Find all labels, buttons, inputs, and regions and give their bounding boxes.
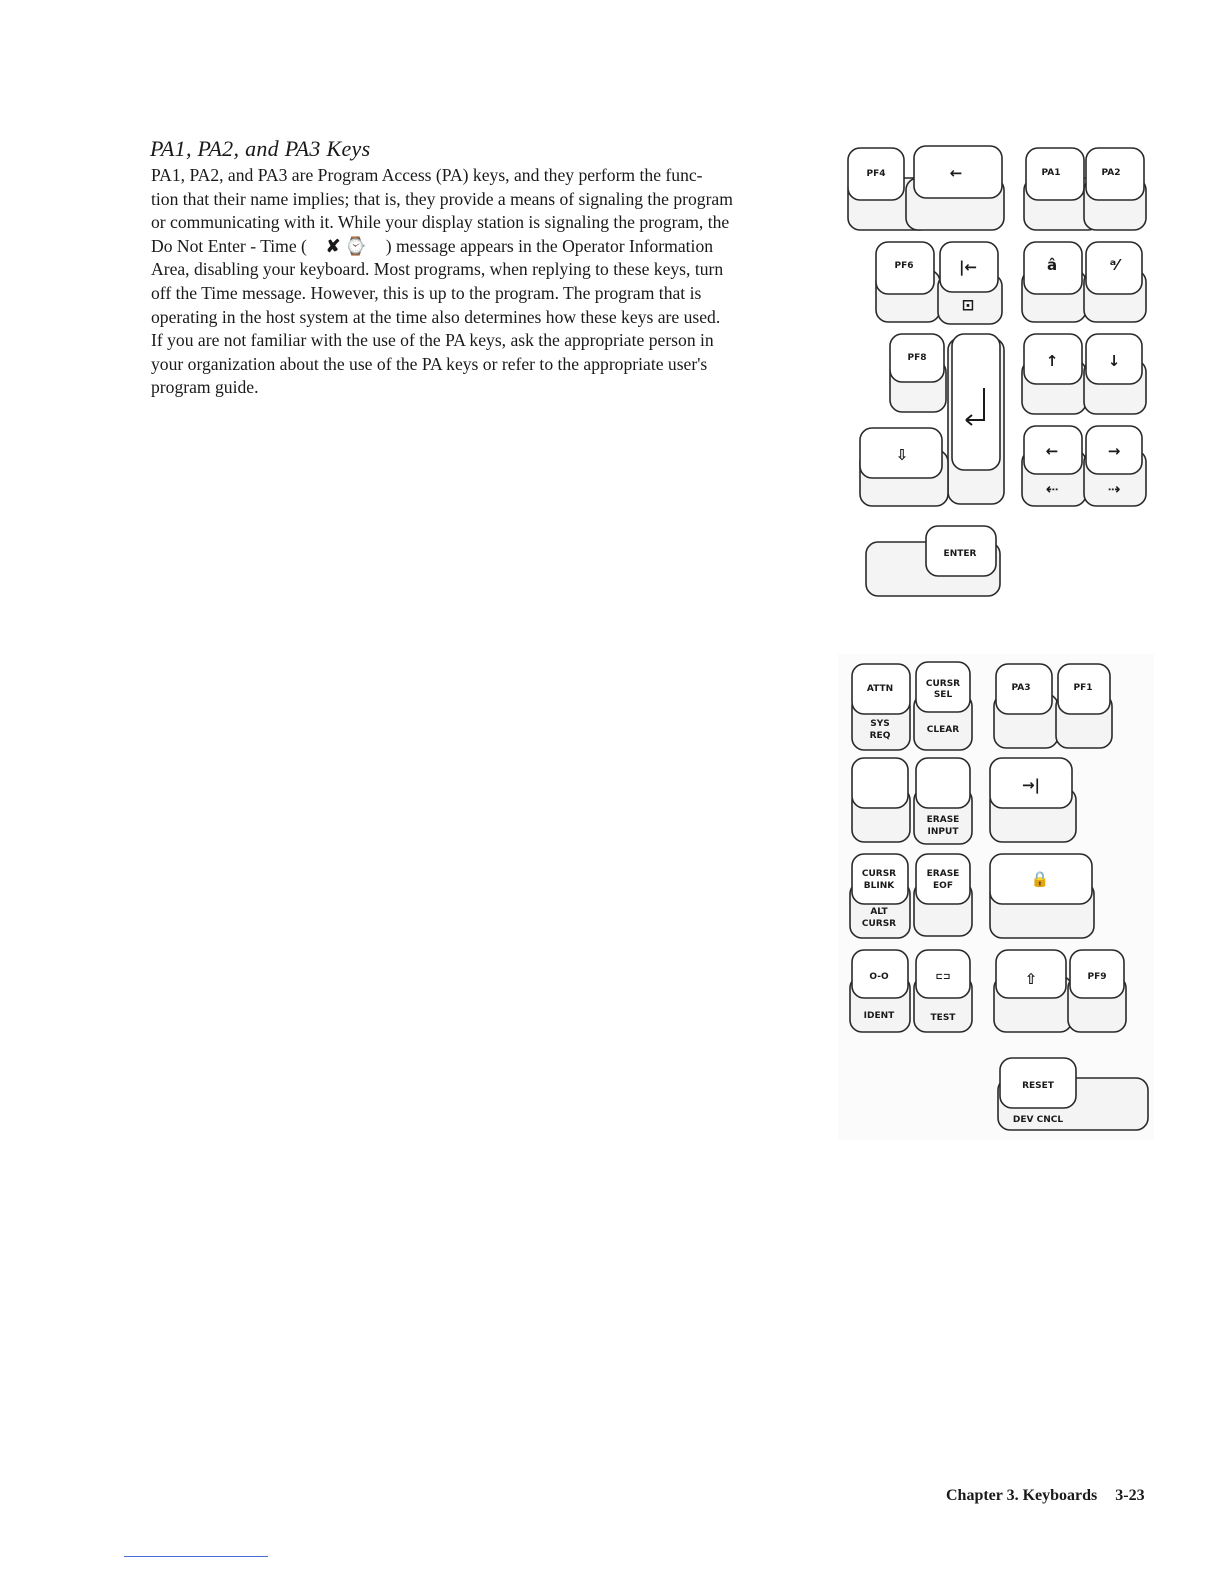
shift-icon: ⇧: [1024, 970, 1038, 988]
key-dev-cncl-label: DEV CNCL: [1012, 1115, 1064, 1125]
down-arrow-icon: ↓: [1107, 352, 1121, 370]
footer-page-number: 3-23: [1115, 1487, 1145, 1504]
key-pf9: [1068, 950, 1126, 1032]
key-dup: [860, 428, 948, 506]
key-blink-label: BLINK: [863, 881, 895, 891]
delete-icon: ᵃ⁄: [1109, 256, 1119, 274]
footer-chapter: Chapter 3. Keyboards: [946, 1487, 1098, 1504]
right-arrow-icon: →: [1107, 442, 1121, 460]
keyboard-illustration-top: [838, 138, 1154, 604]
key-eof-label: EOF: [933, 881, 953, 891]
key-newline-large: [948, 334, 1004, 504]
key-test-label: TEST: [930, 1013, 956, 1023]
key-sel-label: SEL: [933, 690, 953, 700]
key-test: [914, 950, 972, 1032]
body-line: Area, disabling your keyboard. Most programs, when replying to these keys, turn: [151, 259, 724, 280]
page-footer: [946, 1487, 1145, 1505]
key-right: [1084, 426, 1146, 506]
body-line: operating in the host system at the time also determines how these keys are used.: [151, 306, 721, 327]
key-left: [1022, 426, 1086, 506]
key-blank: [852, 758, 910, 842]
lock-icon: 🔒: [1030, 870, 1050, 888]
section-heading: PA1, PA2, and PA3 Keys: [150, 136, 371, 161]
keyboard-top-svg: [838, 138, 1154, 604]
time-line-after: ) message appears in the Operator Information: [385, 235, 714, 256]
key-req-label: REQ: [869, 731, 891, 741]
section-body: [151, 164, 811, 400]
body-line: program guide.: [151, 377, 259, 398]
test-icon: ⊏⊐: [935, 972, 951, 982]
key-input-label: INPUT: [927, 827, 959, 837]
body-line-time: [151, 235, 811, 259]
key-up: [1022, 334, 1086, 414]
key-delete: [1084, 242, 1146, 322]
key-reset-label: RESET: [1022, 1081, 1054, 1091]
left-arrow-icon: ←: [1045, 442, 1059, 460]
key-pf1-label: PF1: [1073, 683, 1093, 693]
keyboard-bottom-svg: [838, 654, 1154, 1140]
key-pf6-label: PF6: [894, 261, 914, 271]
body-line: tion that their name implies; that is, they provide a means of signaling the program: [151, 188, 733, 209]
key-clear-label: CLEAR: [926, 725, 960, 735]
key-enter-label: ENTER: [943, 549, 977, 559]
key-cursrblink-altcursr: [850, 854, 910, 938]
key-cursr-label: CURSR: [925, 679, 961, 689]
key-enter: [866, 526, 1000, 596]
key-backtab: [938, 242, 1002, 324]
key-erase-label: ERASE: [926, 815, 960, 825]
key-cursrsel-clear: [914, 662, 972, 750]
fast-right-icon: ⇢: [1107, 480, 1121, 498]
key-pf8-label: PF8: [907, 353, 927, 363]
key-pa3-label: PA3: [1011, 683, 1031, 693]
key-sys-label: SYS: [870, 719, 890, 729]
key-erase-eof-top-label: ERASE: [926, 869, 960, 879]
key-erase-eof: [914, 854, 972, 936]
key-backspace: [906, 146, 1004, 230]
key-tab: [990, 758, 1076, 842]
key-pf6: [876, 242, 940, 322]
key-pf1: [1056, 664, 1112, 748]
key-down: [1084, 334, 1146, 414]
insert-icon: â: [1046, 256, 1058, 274]
footer-rule: [124, 1556, 268, 1557]
key-pf8: [890, 334, 946, 412]
key-shift: [994, 950, 1072, 1032]
key-attn-sysreq: [852, 664, 910, 750]
up-arrow-icon: ↑: [1045, 352, 1059, 370]
key-pa2: [1084, 148, 1146, 230]
backtab-icon: |←: [958, 258, 978, 276]
tab-icon: →|: [1021, 776, 1041, 794]
body-line: off the Time message. However, this is up to the program. The program that is: [151, 282, 702, 303]
body-line: If you are not familiar with the use of the PA keys, ask the appropriate person in: [151, 330, 714, 351]
key-attn-label: ATTN: [866, 684, 894, 694]
body-line: PA1, PA2, and PA3 are Program Access (PA) keys, and they perform the func-: [151, 165, 703, 185]
key-cursr-blink-top-label: CURSR: [861, 869, 897, 879]
newline-icon: ⊡: [961, 296, 975, 314]
key-pa3: [994, 664, 1058, 748]
key-alt-cursr-label: CURSR: [861, 919, 897, 929]
keyboard-illustration-bottom: [838, 654, 1154, 1140]
key-pf4-label: PF4: [866, 169, 886, 179]
body-line: your organization about the use of the PA keys or refer to the appropriate user's: [151, 353, 708, 374]
key-ident-label: IDENT: [863, 1011, 895, 1021]
key-erase-input: [914, 758, 972, 844]
body-line: or communicating with it. While your display station is signaling the program, the: [151, 212, 730, 233]
ident-icon: O-O: [869, 972, 889, 982]
do-not-enter-time-icon: ✘ ⌚: [325, 235, 367, 256]
backspace-icon: ←: [949, 164, 963, 182]
key-pf9-label: PF9: [1087, 972, 1107, 982]
key-ident: [850, 950, 910, 1032]
dup-icon: ⇩: [895, 446, 909, 464]
fast-left-icon: ⇠: [1045, 480, 1059, 498]
key-lock: [990, 854, 1094, 938]
key-insert: [1022, 242, 1086, 322]
key-alt-label: ALT: [870, 907, 888, 917]
key-pa1-label: PA1: [1041, 168, 1061, 178]
time-line-before: Do Not Enter - Time (: [151, 235, 307, 256]
key-pa2-label: PA2: [1101, 168, 1121, 178]
